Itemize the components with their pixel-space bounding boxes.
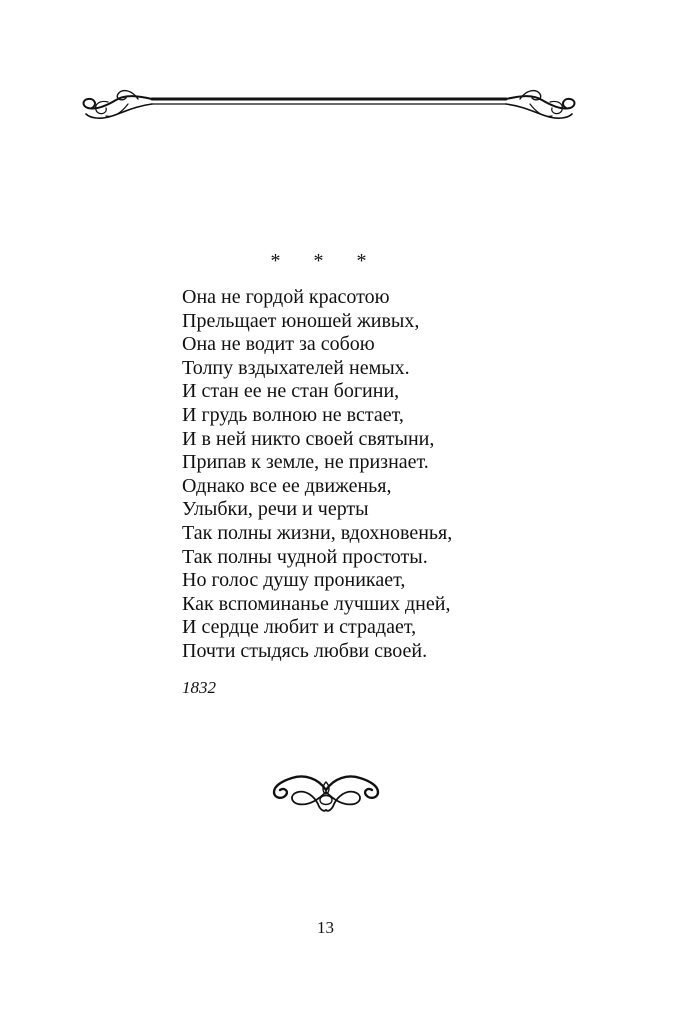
poem-line: И сердце любит и страдает,	[182, 616, 417, 639]
poem-line: Так полны чудной простоты.	[182, 545, 428, 568]
page-number: 13	[317, 918, 334, 937]
poem-line: Припав к земле, не признает.	[182, 451, 429, 474]
header-flourish-ornament	[78, 86, 580, 128]
poem-line: И грудь волною не встает,	[182, 403, 404, 426]
poem-line: Так полны жизни, вдохновенья,	[182, 521, 453, 544]
poem-line: И стан ее не стан богини,	[182, 380, 400, 403]
poem-line: Как вспоминанье лучших дней,	[182, 592, 451, 615]
section-marker: * * *	[270, 250, 381, 272]
poem-line: Однако все ее движенья,	[182, 474, 392, 497]
poem-line: Почти стыдясь любви своей.	[182, 639, 428, 662]
poem-line: Она не гордой красотою	[182, 286, 390, 308]
poem-line: И в ней никто своей святыни,	[182, 427, 435, 450]
poem-year: 1832	[182, 678, 216, 697]
poem-line: Она не водит за собою	[182, 333, 375, 356]
footer-flourish-ornament	[268, 770, 384, 816]
poem-line: Толпу вздыхателей немых.	[182, 356, 410, 379]
poem-line: Прельщает юношей живых,	[182, 309, 420, 332]
poem-line: Но голос душу проникает,	[182, 569, 406, 592]
poem-line: Улыбки, речи и черты	[182, 498, 369, 521]
poem-body	[182, 286, 452, 664]
